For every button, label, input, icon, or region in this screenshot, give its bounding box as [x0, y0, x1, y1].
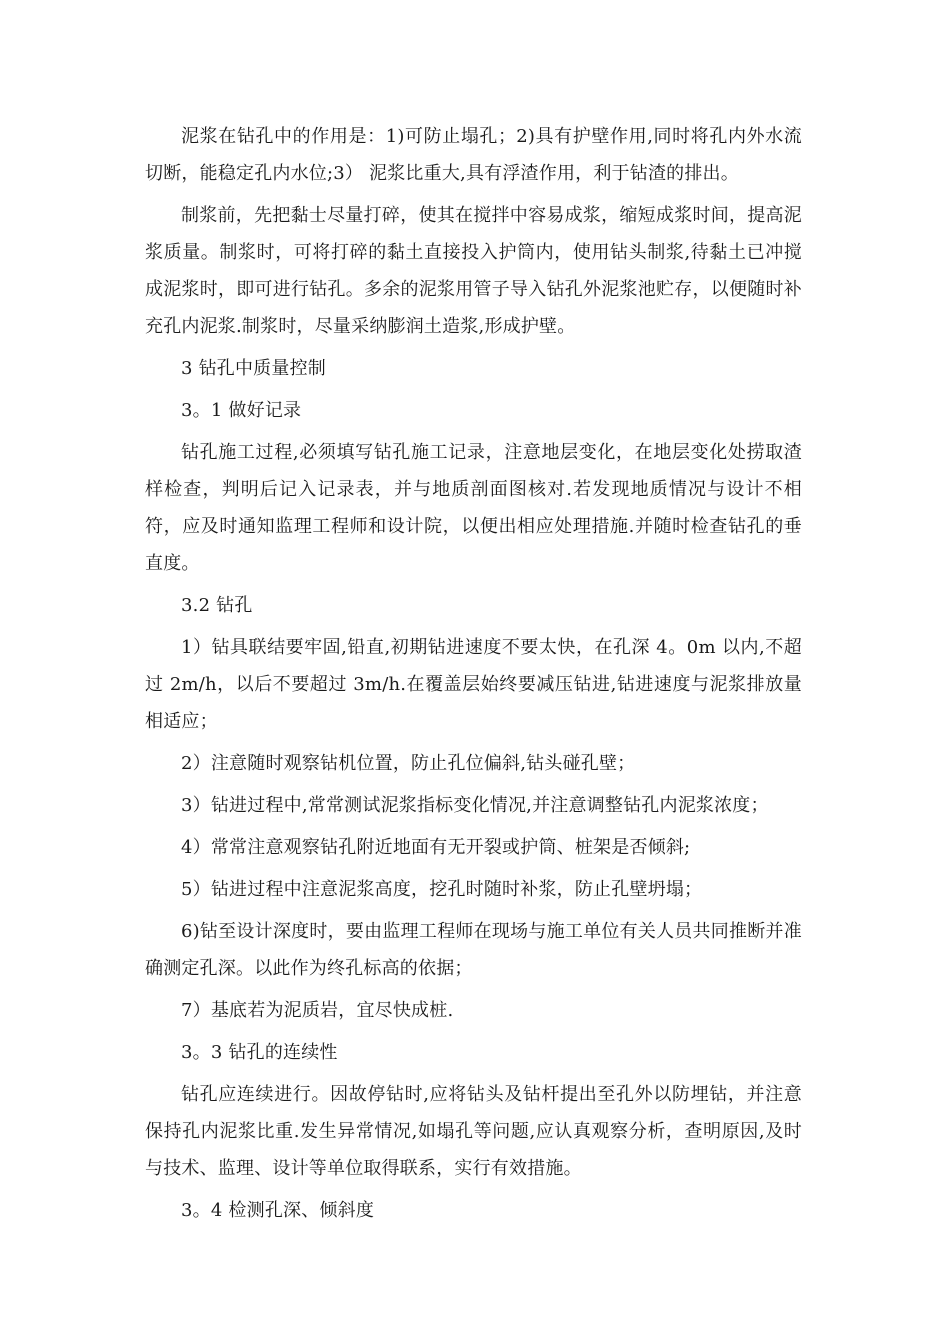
list-item-drilling-2: 2）注意随时观察钻机位置，防止孔位偏斜,钻头碰孔壁；	[181, 753, 636, 774]
section-heading-quality-control: 3 钻孔中质量控制	[181, 358, 326, 379]
paragraph-mud-function: 泥浆在钻孔中的作用是：1)可防止塌孔；2)具有护壁作用,同时将孔内外水流切断，能稳定孔内水位;3） 泥浆比重大,具有浮渣作用，利于钻渣的排出。	[145, 126, 802, 184]
list-item-drilling-3: 3）钻进过程中,常常测试泥浆指标变化情况,并注意调整钻孔内泥浆浓度；	[181, 795, 769, 816]
subsection-heading-continuity: 3。3 钻孔的连续性	[181, 1042, 338, 1063]
list-item-drilling-6: 6)钻至设计深度时，要由监理工程师在现场与施工单位有关人员共同推断并准确测定孔深。以此作为终孔标高的依据；	[145, 921, 802, 979]
list-item-drilling-1: 1）钻具联结要牢固,铅直,初期钻进速度不要太快，在孔深 4。0m 以内,不超过 2m/h，以后不要超过 3m/h.在覆盖层始终要减压钻进,钻进速度与泥浆排放量相适应；	[145, 637, 802, 732]
paragraph-mud-preparation: 制浆前，先把黏士尽量打碎，使其在搅拌中容易成浆，缩短成浆时间，提高泥浆质量。制浆时，可将打碎的黏土直接投入护筒内，使用钻头制浆,待黏土已冲搅成泥浆时，即可进行钻孔。多余的泥浆用管子导入钻孔外泥浆池贮存，以便随时补充孔内泥浆.制浆时，尽量采纳膨润土造浆,形成护壁。	[145, 205, 802, 337]
subsection-heading-depth-inclination: 3。4 检测孔深、倾斜度	[181, 1200, 375, 1221]
paragraph-continuity: 钻孔应连续进行。因故停钻时,应将钻头及钻杆提出至孔外以防埋钻，并注意保持孔内泥浆比重.发生异常情况,如塌孔等问题,应认真观察分析，查明原因,及时与技术、监理、设计等单位取得联系，实行有效措施。	[145, 1084, 802, 1179]
list-item-drilling-7: 7）基底若为泥质岩，宜尽快成桩.	[181, 1000, 454, 1021]
list-item-drilling-4: 4）常常注意观察钻孔附近地面有无开裂或护筒、桩架是否倾斜;	[181, 837, 691, 858]
subsection-heading-drilling: 3.2 钻孔	[181, 595, 253, 616]
subsection-heading-records: 3。1 做好记录	[181, 400, 302, 421]
paragraph-records: 钻孔施工过程,必须填写钻孔施工记录，注意地层变化，在地层变化处捞取渣样检查，判明后记入记录表，并与地质剖面图核对.若发现地质情况与设计不相符，应及时通知监理工程师和设计院，以便出相应处理措施.并随时检查钻孔的垂直度。	[145, 442, 802, 574]
list-item-drilling-5: 5）钻进过程中注意泥浆高度，挖孔时随时补浆，防止孔壁坍塌；	[181, 879, 703, 900]
